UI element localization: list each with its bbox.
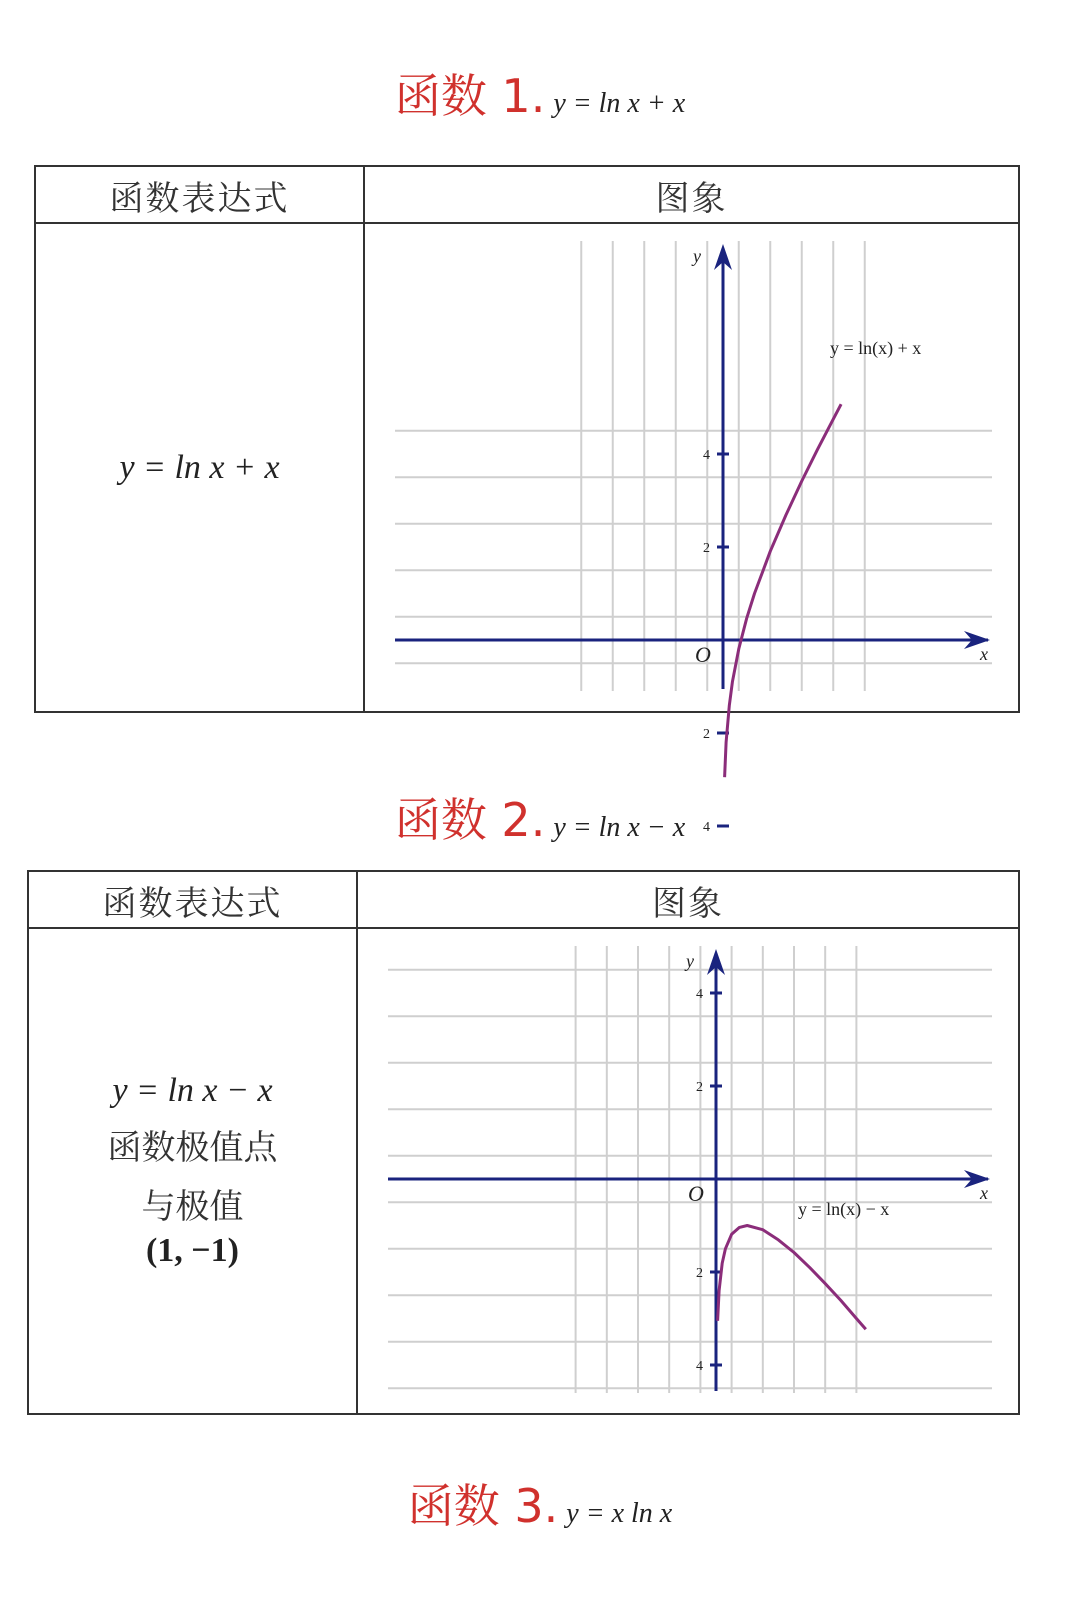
section-1-heading: [0, 60, 1080, 126]
section-3-label: 函数 3.: [407, 1479, 559, 1533]
y-tick-label: 2: [703, 727, 710, 742]
grid: [395, 241, 992, 691]
origin-label: O: [688, 1181, 704, 1206]
section-2-table: [27, 870, 1020, 1415]
section-2-label: 函数 2.: [394, 793, 546, 847]
header-graph: 图象: [652, 884, 724, 924]
expression-formula: y = ln x − x: [112, 1072, 273, 1109]
header-graph: 图象: [655, 179, 728, 219]
expression-note-1: 函数极值点: [107, 1128, 278, 1168]
section-3-formula: y = x ln x: [566, 1498, 673, 1529]
graph-ln-x-minus-x: [358, 931, 1020, 1415]
y-axis-label: y: [693, 246, 701, 266]
y-tick-label: 2: [696, 1266, 703, 1281]
y-tick-label: 4: [696, 1359, 703, 1374]
section-3-heading: [0, 1470, 1080, 1536]
curve-label: y = ln(x) + x: [830, 338, 922, 358]
expression-cell: [29, 929, 356, 1413]
header-expression: 函数表达式: [109, 179, 290, 219]
y-tick-label: 2: [696, 1080, 703, 1095]
curve-ln-x-x: [718, 1226, 866, 1330]
curve-label: y = ln(x) − x: [798, 1199, 890, 1219]
expression-formula: y = ln x + x: [119, 448, 280, 486]
origin-label: O: [695, 642, 711, 667]
x-axis-label: x: [980, 644, 988, 664]
y-tick-label: 4: [703, 448, 710, 463]
section-1-label: 函数 1.: [394, 69, 546, 123]
grid: [388, 946, 992, 1393]
section-2-formula: y = ln x − x: [553, 812, 686, 843]
header-expression: 函数表达式: [102, 884, 283, 924]
y-axis-label: y: [686, 951, 694, 971]
curve-ln-x-x: [725, 404, 842, 777]
y-tick-label: 4: [696, 987, 703, 1002]
y-tick-label: 2: [703, 541, 710, 556]
section-1-formula: y = ln x + x: [553, 88, 686, 119]
x-axis-label: x: [980, 1183, 988, 1203]
expression-cell: [36, 224, 363, 711]
y-tick-label: 4: [703, 820, 710, 835]
expression-note-2: 与极值: [141, 1187, 244, 1227]
section-2-heading: [0, 784, 1080, 850]
extremum-point: (1, −1): [145, 1232, 240, 1269]
